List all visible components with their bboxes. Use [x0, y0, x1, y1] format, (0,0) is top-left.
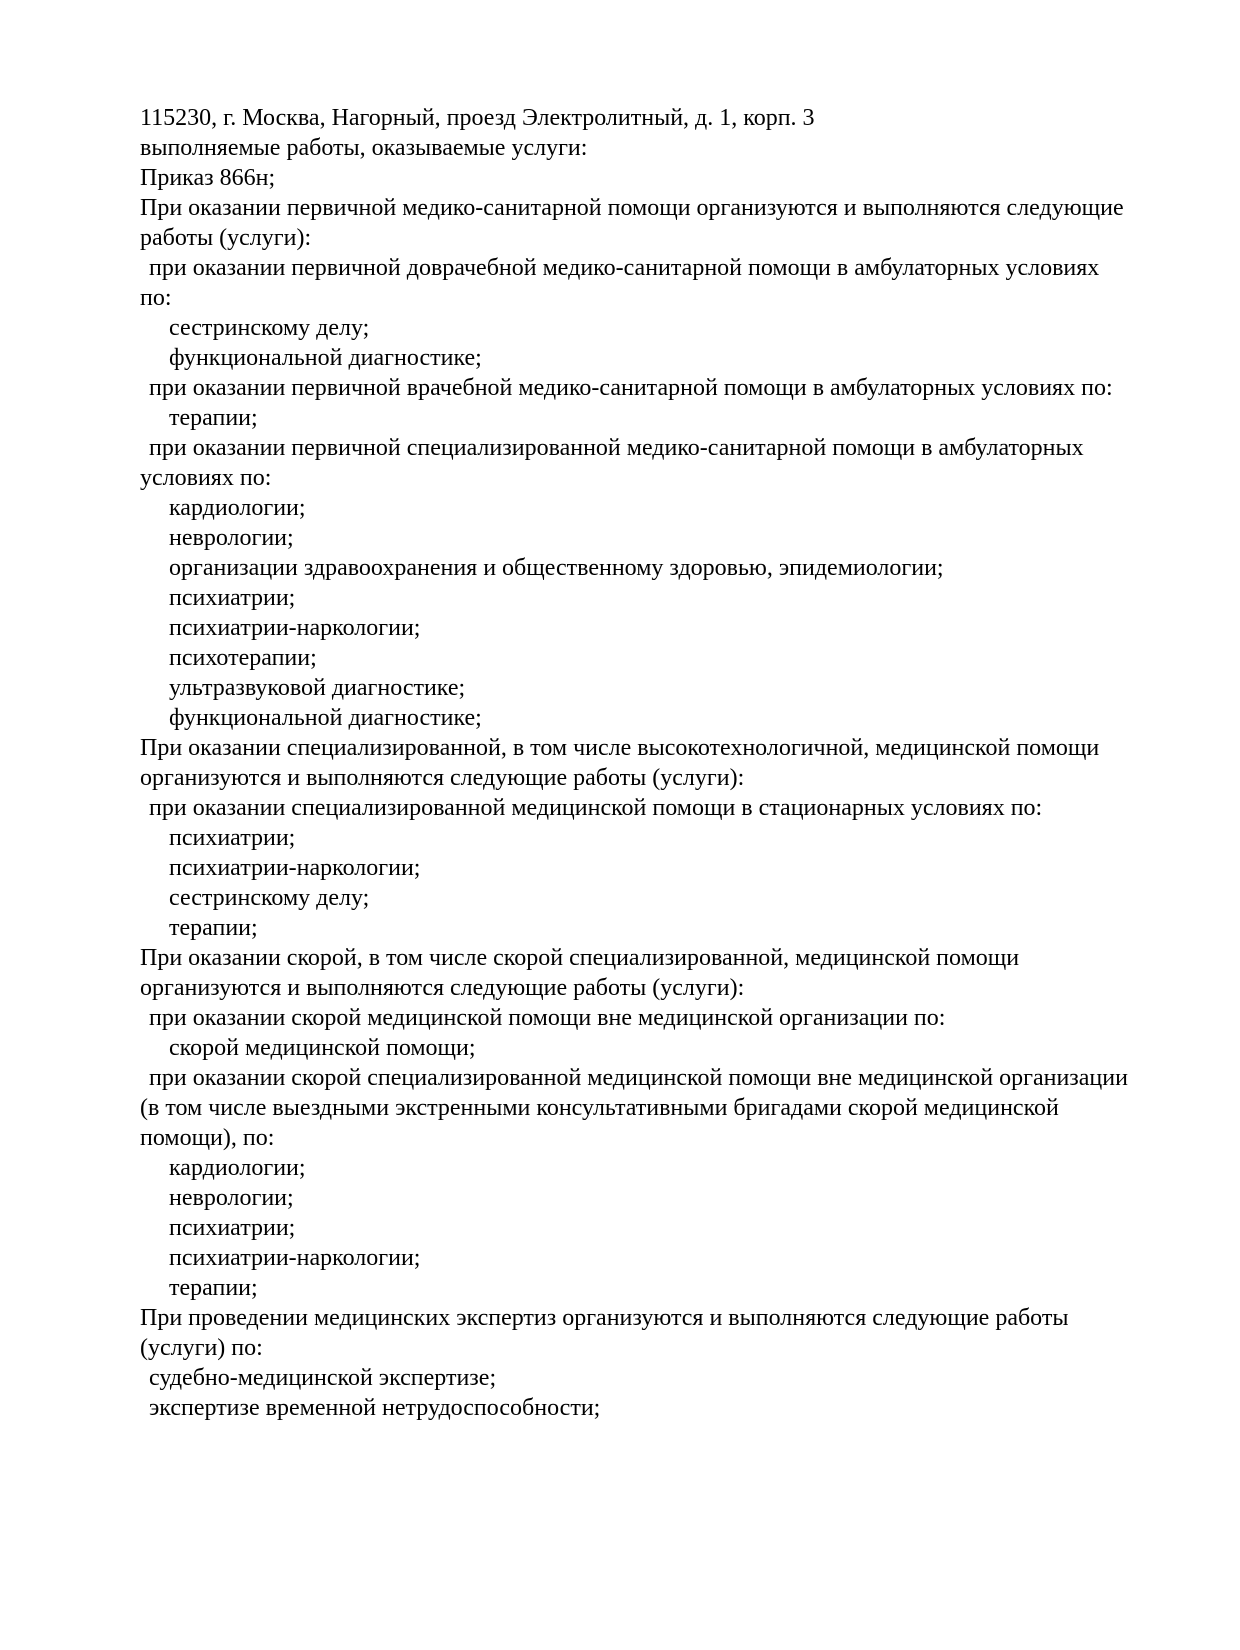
- doc-line: терапии;: [169, 1275, 258, 1301]
- doc-line: организуются и выполняются следующие работы (услуги):: [140, 975, 745, 1001]
- doc-line: помощи), по:: [140, 1125, 275, 1151]
- doc-line: функциональной диагностике;: [169, 705, 482, 731]
- document-lines: [140, 103, 1150, 1423]
- doc-line: При оказании специализированной, в том числе высокотехнологичной, медицинской помощи: [140, 735, 1100, 761]
- doc-line: при оказании первичной доврачебной медико-санитарной помощи в амбулаторных условиях: [149, 255, 1100, 281]
- doc-line: скорой медицинской помощи;: [169, 1035, 476, 1061]
- doc-line: при оказании специализированной медицинской помощи в стационарных условиях по:: [149, 795, 1043, 821]
- doc-line: функциональной диагностике;: [169, 345, 482, 371]
- doc-line: при оказании скорой специализированной медицинской помощи вне медицинской организации: [149, 1065, 1128, 1091]
- doc-line: работы (услуги):: [140, 225, 312, 251]
- doc-line: 115230, г. Москва, Нагорный, проезд Электролитный, д. 1, корп. 3: [140, 105, 815, 131]
- doc-line: условиях по:: [140, 465, 272, 491]
- doc-line: психиатрии;: [169, 585, 296, 611]
- doc-line: по:: [140, 285, 172, 311]
- doc-line: сестринскому делу;: [169, 885, 370, 911]
- doc-line: судебно-медицинской экспертизе;: [149, 1365, 497, 1391]
- doc-line: при оказании первичной специализированной медико-санитарной помощи в амбулаторных: [149, 435, 1084, 461]
- doc-line: психиатрии;: [169, 825, 296, 851]
- doc-line: ультразвуковой диагностике;: [169, 675, 466, 701]
- doc-line: При оказании скорой, в том числе скорой специализированной, медицинской помощи: [140, 945, 1020, 971]
- doc-line: неврологии;: [169, 1185, 294, 1211]
- doc-line: При проведении медицинских экспертиз организуются и выполняются следующие работы: [140, 1305, 1069, 1331]
- doc-line: кардиологии;: [169, 495, 306, 521]
- doc-line: при оказании первичной врачебной медико-санитарной помощи в амбулаторных условиях по:: [149, 375, 1113, 401]
- doc-line: сестринскому делу;: [169, 315, 370, 341]
- doc-line: (в том числе выездными экстренными консультативными бригадами скорой медицинской: [140, 1095, 1059, 1121]
- doc-line: психотерапии;: [169, 645, 317, 671]
- doc-line: организуются и выполняются следующие работы (услуги):: [140, 765, 745, 791]
- doc-line: При оказании первичной медико-санитарной помощи организуются и выполняются следующие: [140, 195, 1124, 221]
- doc-line: психиатрии;: [169, 1215, 296, 1241]
- doc-line: экспертизе временной нетрудоспособности;: [149, 1395, 601, 1421]
- doc-line: неврологии;: [169, 525, 294, 551]
- doc-line: (услуги) по:: [140, 1335, 263, 1361]
- doc-line: психиатрии-наркологии;: [169, 615, 421, 641]
- doc-line: организации здравоохранения и общественному здоровью, эпидемиологии;: [169, 555, 944, 581]
- doc-line: при оказании скорой медицинской помощи вне медицинской организации по:: [149, 1005, 946, 1031]
- doc-line: психиатрии-наркологии;: [169, 1245, 421, 1271]
- doc-line: терапии;: [169, 915, 258, 941]
- doc-line: кардиологии;: [169, 1155, 306, 1181]
- doc-line: психиатрии-наркологии;: [169, 855, 421, 881]
- doc-line: терапии;: [169, 405, 258, 431]
- doc-line: выполняемые работы, оказываемые услуги:: [140, 135, 588, 161]
- doc-line: Приказ 866н;: [140, 165, 276, 191]
